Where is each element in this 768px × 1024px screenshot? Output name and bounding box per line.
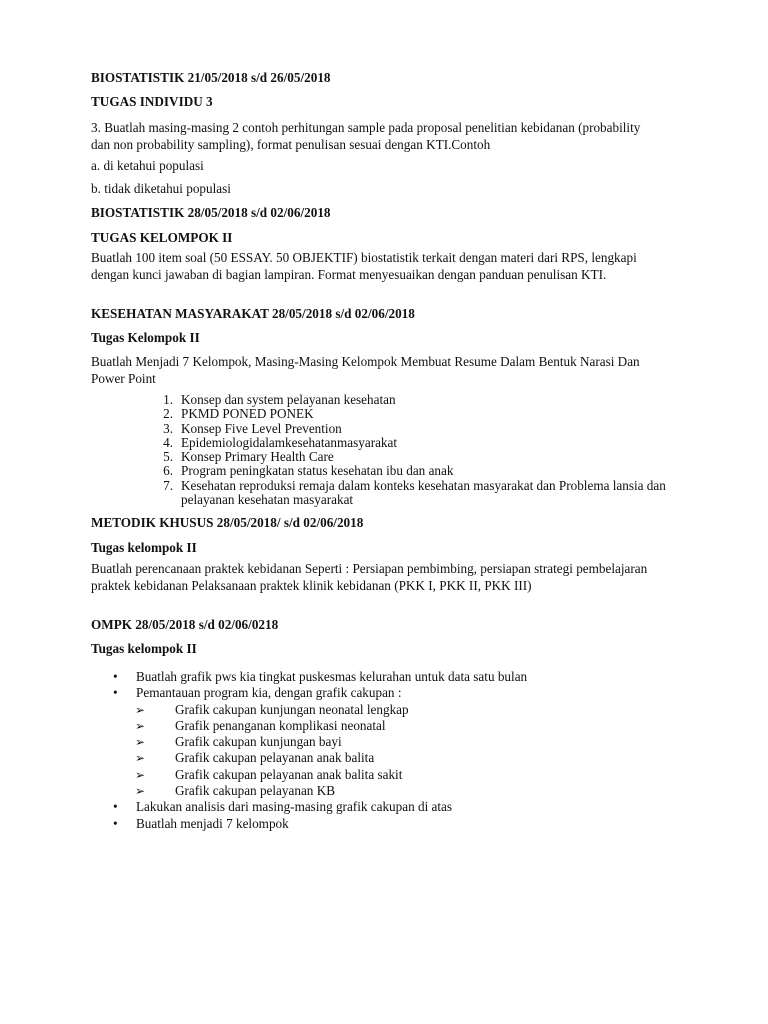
list-item-text: Konsep Primary Health Care: [181, 449, 334, 465]
sub-list-item: [91, 734, 691, 750]
bullet-list: [91, 669, 691, 832]
list-item-text: Grafik cakupan pelayanan anak balita: [175, 750, 375, 766]
list-item-text: Konsep dan system pelayanan kesehatan: [181, 392, 396, 407]
list-item: b. tidak diketahui populasi: [91, 181, 231, 196]
section-heading: KESEHATAN MASYARAKAT 28/05/2018 s/d 02/06/2018: [91, 306, 415, 321]
list-item-text: Grafik cakupan kunjungan bayi: [175, 734, 342, 750]
section-heading: BIOSTATISTIK 21/05/2018 s/d 26/05/2018: [91, 70, 331, 85]
list-number: 4.: [163, 434, 173, 450]
arrow-bullet-icon: ➢: [135, 784, 146, 799]
list-item-text: Epidemiologidalamkesehatanmasyarakat: [181, 434, 398, 450]
list-item: [91, 479, 686, 508]
sub-list-item: [91, 783, 691, 799]
sub-list-item: [91, 718, 691, 734]
list-number: 5.: [163, 449, 173, 465]
list-number: 6.: [163, 463, 173, 479]
list-item-text: Buatlah menjadi 7 kelompok: [136, 815, 289, 831]
list-number: 7.: [163, 477, 173, 493]
bullet-icon: •: [113, 799, 118, 815]
list-item: [91, 464, 691, 478]
list-number: 3.: [163, 420, 173, 436]
list-item-text: Program peningkatan status kesehatan ibu dan anak: [181, 463, 454, 479]
arrow-bullet-icon: ➢: [135, 702, 146, 717]
list-item: [91, 816, 691, 832]
list-item: [91, 436, 691, 450]
list-item-text: PKMD PONED PONEK: [181, 406, 314, 422]
section-subheading: Tugas Kelompok II: [91, 330, 200, 345]
paragraph: 3. Buatlah masing-masing 2 contoh perhitungan sample pada proposal penelitian kebidanan (probability dan non probability sampling), format penulisan sesuai dengan KTI.Contoh: [91, 120, 641, 152]
paragraph: Buatlah Menjadi 7 Kelompok, Masing-Masing Kelompok Membuat Resume Dalam Bentuk Narasi Dan Power Point: [91, 354, 640, 386]
section-subheading: TUGAS KELOMPOK II: [91, 230, 233, 245]
section-subheading: Tugas kelompok II: [91, 540, 197, 555]
sub-list-item: [91, 767, 691, 783]
list-item-text: Lakukan analisis dari masing-masing grafik cakupan di atas: [136, 799, 453, 815]
list-item: [91, 407, 691, 421]
section-heading: OMPK 28/05/2018 s/d 02/06/0218: [91, 617, 279, 632]
arrow-bullet-icon: ➢: [135, 718, 146, 733]
list-item: [91, 393, 691, 407]
bullet-icon: •: [113, 669, 118, 684]
arrow-bullet-icon: ➢: [135, 751, 146, 766]
list-item: a. di ketahui populasi: [91, 158, 204, 173]
arrow-bullet-icon: ➢: [135, 767, 146, 782]
arrow-bullet-icon: ➢: [135, 735, 146, 750]
list-item-text: Grafik penanganan komplikasi neonatal: [175, 717, 386, 733]
list-number: 1.: [163, 392, 173, 407]
list-item: [91, 799, 691, 815]
list-item-text: Grafik cakupan pelayanan anak balita sakit: [175, 766, 403, 782]
sub-list-item: [91, 750, 691, 766]
list-item-text: Buatlah grafik pws kia tingkat puskesmas kelurahan untuk data satu bulan: [136, 669, 528, 684]
paragraph: Buatlah perencanaan praktek kebidanan Seperti : Persiapan pembimbing, persiapan strategi pembelajaran praktek kebidanan Pelaksanaan praktek klinik kebidanan (PKK I, PKK II, PKK III): [91, 561, 648, 593]
sub-list-item: [91, 702, 691, 718]
paragraph: Buatlah 100 item soal (50 ESSAY. 50 OBJEKTIF) biostatistik terkait dengan materi dari RPS, lengkapi dengan kunci jawaban di bagian lampiran. Format menyesuaikan dengan panduan penulisan KTI.: [91, 250, 637, 282]
list-item: [91, 422, 691, 436]
list-item-text: Kesehatan reproduksi remaja dalam konteks kesehatan masyarakat dan Problema lansia dan pelayanan kesehatan masyarakat: [181, 477, 666, 508]
bullet-icon: •: [113, 685, 118, 701]
list-item: [91, 450, 691, 464]
list-item: [91, 669, 691, 685]
list-item: [91, 685, 691, 701]
section-heading: METODIK KHUSUS 28/05/2018/ s/d 02/06/2018: [91, 515, 364, 530]
section-subheading: TUGAS INDIVIDU 3: [91, 94, 213, 109]
numbered-list: [91, 393, 691, 507]
section-heading: BIOSTATISTIK 28/05/2018 s/d 02/06/2018: [91, 205, 331, 220]
list-item-text: Grafik cakupan kunjungan neonatal lengkap: [175, 701, 409, 717]
list-item-text: Konsep Five Level Prevention: [181, 420, 342, 436]
list-item-text: Pemantauan program kia, dengan grafik cakupan :: [136, 685, 402, 701]
list-item-text: Grafik cakupan pelayanan KB: [175, 783, 336, 799]
list-number: 2.: [163, 406, 173, 422]
section-subheading: Tugas kelompok II: [91, 641, 197, 656]
bullet-icon: •: [113, 815, 118, 831]
